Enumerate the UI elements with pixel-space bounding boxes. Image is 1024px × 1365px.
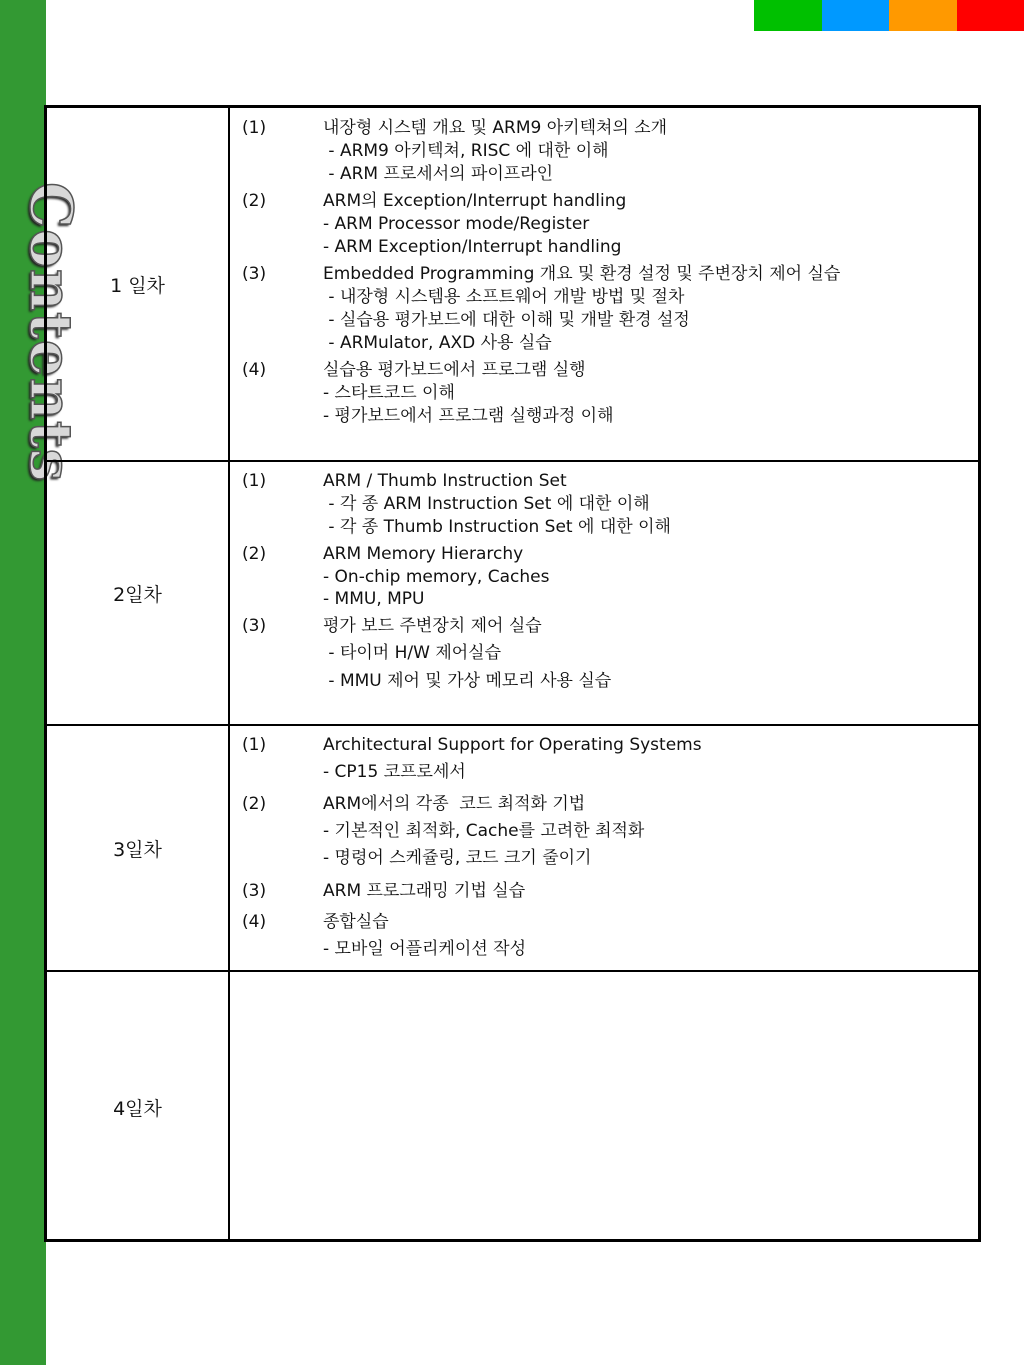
item-heading: 내장형 시스템 개요 및 ARM9 아키텍쳐의 소개 [323, 118, 668, 138]
item-subpoint: - 타이머 H/W 제어실습 [323, 643, 502, 663]
item-subpoint: - ARM Processor mode/Register [323, 214, 590, 234]
item-subpoint: - ARM Exception/Interrupt handling [323, 237, 622, 257]
item-number: (1) [242, 471, 267, 491]
color-block-blue [822, 0, 890, 31]
item-heading: 평가 보드 주변장치 제어 실습 [323, 616, 542, 636]
day-content-cell [230, 726, 978, 970]
item-subpoint: - CP15 코프로세서 [323, 762, 466, 782]
item-number: (2) [242, 544, 267, 564]
day-label: 1 일차 [47, 108, 230, 460]
item-number: (2) [242, 191, 267, 211]
item-subpoint: - MMU 제어 및 가상 메모리 사용 실습 [323, 671, 612, 691]
item-heading: ARM의 Exception/Interrupt handling [323, 191, 627, 211]
item-subpoint: - 스타트코드 이해 [323, 383, 455, 403]
item-subpoint: - MMU, MPU [323, 589, 425, 609]
item-heading: ARM Memory Hierarchy [323, 544, 524, 564]
item-subpoint: - 내장형 시스템용 소프트웨어 개발 방법 및 절차 [323, 287, 685, 307]
item-subpoint: - 각 종 Thumb Instruction Set 에 대한 이해 [323, 517, 671, 537]
day-content-cell [230, 972, 978, 1242]
item-heading: Architectural Support for Operating Systems [323, 735, 702, 755]
schedule-row [47, 724, 978, 970]
item-heading: Embedded Programming 개요 및 환경 설정 및 주변장치 제어 실습 [323, 264, 841, 284]
schedule-row [47, 460, 978, 724]
item-subpoint: - ARM9 아키텍쳐, RISC 에 대한 이해 [323, 141, 609, 161]
item-number: (1) [242, 735, 267, 755]
item-subpoint: - ARMulator, AXD 사용 실습 [323, 333, 552, 353]
item-subpoint: - 실습용 평가보드에 대한 이해 및 개발 환경 설정 [323, 310, 690, 330]
contents-title: Contents [17, 182, 85, 483]
color-block-green [754, 0, 822, 31]
schedule-row [47, 970, 978, 1242]
item-subpoint: - 평가보드에서 프로그램 실행과정 이해 [323, 406, 614, 426]
day-label: 3일차 [47, 726, 230, 970]
item-number: (3) [242, 881, 267, 901]
item-heading: 종합실습 [323, 912, 389, 932]
item-subpoint: - On-chip memory, Caches [323, 567, 550, 587]
item-heading: 실습용 평가보드에서 프로그램 실행 [323, 360, 586, 380]
item-subpoint: - 각 종 ARM Instruction Set 에 대한 이해 [323, 494, 650, 514]
day-label: 2일차 [47, 462, 230, 724]
day-content-cell [230, 462, 978, 724]
item-number: (2) [242, 794, 267, 814]
color-block-orange [889, 0, 957, 31]
schedule-row [47, 108, 978, 460]
day-content-cell [230, 108, 978, 460]
item-number: (3) [242, 264, 267, 284]
item-heading: ARM / Thumb Instruction Set [323, 471, 567, 491]
item-heading: ARM에서의 각종 코드 최적화 기법 [323, 794, 586, 814]
schedule-table [44, 105, 981, 1242]
item-number: (3) [242, 616, 267, 636]
day-label: 4일차 [47, 972, 230, 1242]
item-number: (1) [242, 118, 267, 138]
item-subpoint: - 명령어 스케쥴링, 코드 크기 줄이기 [323, 848, 592, 868]
item-subpoint: - 모바일 어플리케이션 작성 [323, 939, 526, 959]
color-block-red [957, 0, 1024, 31]
item-number: (4) [242, 360, 267, 380]
color-strip [754, 0, 1024, 31]
item-subpoint: - 기본적인 최적화, Cache를 고려한 최적화 [323, 821, 645, 841]
item-number: (4) [242, 912, 267, 932]
item-subpoint: - ARM 프로세서의 파이프라인 [323, 164, 554, 184]
item-heading: ARM 프로그래밍 기법 실습 [323, 881, 526, 901]
